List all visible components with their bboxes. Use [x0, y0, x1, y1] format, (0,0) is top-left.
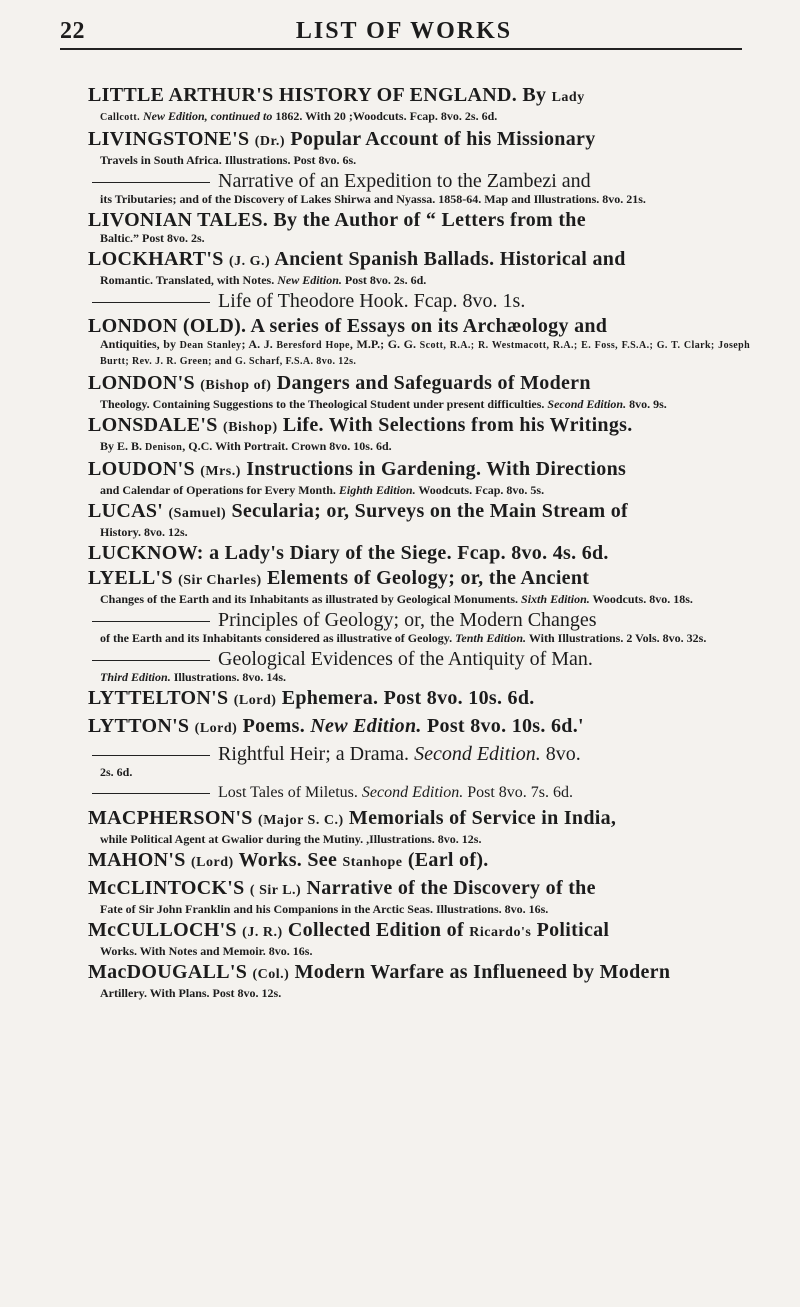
entry-description: Callcott. New Edition, continued to 1862. With 20 ;Woodcuts. Fcap. 8vo. 2s. 6d.	[100, 109, 498, 123]
entry-heading: LIVONIAN TALES.	[88, 209, 269, 231]
entry-description: 2s. 6d.	[100, 765, 133, 779]
entry-description: Travels in South Africa. Illustrations. Post 8vo. 6s.	[100, 153, 357, 167]
entry-description: Romantic. Translated, with Notes. New Edition. Post 8vo. 2s. 6d.	[100, 273, 427, 287]
entry-london-bishop: LONDON'S (Bishop of) Dangers and Safeguards of Modern Theology. Containing Suggestions to the Theological Student under present difficulties. Second Edition. 8vo. 9s.	[88, 372, 750, 411]
entry-lytton: LYTTON'S (Lord) Poems. New Edition. Post 8vo. 10s. 6d.'	[88, 715, 584, 737]
entry-heading: MAHON'S	[88, 849, 186, 871]
entry-heading: LONDON'S	[88, 372, 195, 394]
entry-description: Changes of the Earth and its Inhabitants as illustrated by Geological Monuments. Sixth Edition. Woodcuts. 8vo. 18s.	[100, 592, 693, 606]
entry-heading: LYTTON'S	[88, 715, 190, 737]
page-number: 22	[60, 18, 85, 44]
entry-heading: McCULLOCH'S	[88, 919, 237, 941]
entry-lonsdale: LONSDALE'S (Bishop) Life. With Selections from his Writings. By E. B. Denison, Q.C. With Portrait. Crown 8vo. 10s. 6d.	[88, 414, 750, 455]
ditto-dash	[92, 621, 210, 622]
entry-heading: LIVINGSTONE'S	[88, 128, 250, 150]
entry-description: Baltic.” Post 8vo. 2s.	[100, 231, 205, 245]
entry-loudon: LOUDON'S (Mrs.) Instructions in Gardening. With Directions and Calendar of Operations for Every Month. Eighth Edition. Woodcuts. Fcap. 8vo. 5s.	[88, 458, 750, 497]
ditto-dash	[92, 182, 210, 183]
entry-mcclintock: McCLINTOCK'S ( Sir L.) Narrative of the Discovery of the Fate of Sir John Franklin and his Companions in the Arctic Seas. Illustrations. 8vo. 16s.	[88, 877, 750, 916]
ditto-dash	[92, 302, 210, 303]
works-list	[88, 84, 750, 1003]
entry-macdougall: MacDOUGALL'S (Col.) Modern Warfare as Influeneed by Modern Artillery. With Plans. Post 8vo. 12s.	[88, 961, 750, 1000]
entry-lytton-heir: Rightful Heir; a Drama. Second Edition. 8vo. 2s. 6d.	[88, 743, 750, 779]
entry-lockhart-hook: Life of Theodore Hook. Fcap. 8vo. 1s.	[88, 290, 750, 312]
entry-lyell-antiquity: Geological Evidences of the Antiquity of Man. Third Edition. Illustrations. 8vo. 14s.	[88, 648, 750, 684]
running-title: LIST OF WORKS	[295, 18, 513, 44]
entry-lockhart: LOCKHART'S (J. G.) Ancient Spanish Ballads. Historical and Romantic. Translated, with Notes. New Edition. Post 8vo. 2s. 6d.	[88, 248, 750, 287]
entry-livingstone: LIVINGSTONE'S (Dr.) Popular Account of his Missionary Travels in South Africa. Illustrations. Post 8vo. 6s.	[88, 128, 750, 167]
entry-description: Theology. Containing Suggestions to the Theological Student under present difficulties. Second Edition. 8vo. 9s.	[100, 397, 667, 411]
page-header	[60, 18, 748, 58]
entry-mahon: MAHON'S (Lord) Works. See Stanhope (Earl of).	[88, 849, 489, 871]
entry-macpherson: MACPHERSON'S (Major S. C.) Memorials of Service in India, while Political Agent at Gwalior during the Mutiny. ,Illustrations. 8vo. 12s.	[88, 807, 750, 846]
entry-description: while Political Agent at Gwalior during the Mutiny. ,Illustrations. 8vo. 12s.	[100, 832, 482, 846]
entry-heading: MACPHERSON'S	[88, 807, 253, 829]
entry-description: History. 8vo. 12s.	[100, 525, 188, 539]
entry-livonian-tales: LIVONIAN TALES. By the Author of “ Letters from the Baltic.” Post 8vo. 2s.	[88, 209, 750, 245]
entry-lyell-principles: Principles of Geology; or, the Modern Changes of the Earth and its Inhabitants considered as illustrative of Geology. Tenth Edition. With Illustrations. 2 Vols. 8vo. 32s.	[88, 609, 750, 645]
entry-heading: LOUDON'S	[88, 458, 195, 480]
ditto-dash	[92, 793, 210, 794]
entry-heading: LUCAS'	[88, 500, 164, 522]
entry-description: of the Earth and its Inhabitants considered as illustrative of Geology. Tenth Edition. With Illustrations. 2 Vols. 8vo. 32s.	[100, 631, 707, 645]
entry-heading: LOCKHART'S	[88, 248, 224, 270]
entry-heading: McCLINTOCK'S	[88, 877, 245, 899]
entry-lytton-miletus: Lost Tales of Miletus. Second Edition. Post 8vo. 7s. 6d.	[88, 782, 750, 804]
entry-little-arthur: LITTLE ARTHUR'S HISTORY OF ENGLAND. By Lady Callcott. New Edition, continued to 1862. With 20 ;Woodcuts. Fcap. 8vo. 2s. 6d.	[88, 84, 750, 125]
entry-description: Third Edition. Illustrations. 8vo. 14s.	[100, 670, 287, 684]
entry-description: Works. With Notes and Memoir. 8vo. 16s.	[100, 944, 313, 958]
entry-description: By E. B. Denison, Q.C. With Portrait. Crown 8vo. 10s. 6d.	[100, 439, 392, 453]
entry-heading: LUCKNOW:	[88, 542, 204, 564]
entry-london-old: LONDON (OLD). A series of Essays on its Archæology and Antiquities, by Dean Stanley; A. J. Beresford Hope, M.P.; G. G. Scott, R.A.; R. Westmacott, R.A.; E. Foss, F.S.A.; G. T. Clark; Joseph Burtt; Rev. J. R. Green; and G. Scharf, F.S.A. 8vo. 12s.	[88, 315, 751, 367]
entry-heading: LONSDALE'S	[88, 414, 218, 436]
entry-heading: MacDOUGALL'S	[88, 961, 248, 983]
entry-heading: LITTLE ARTHUR'S HISTORY OF ENGLAND.	[88, 84, 518, 106]
entry-livingstone-zambezi: Narrative of an Expedition to the Zambezi and its Tributaries; and of the Discovery of Lakes Shirwa and Nyassa. 1858-64. Map and Illustrations. 8vo. 21s.	[88, 170, 750, 206]
entry-lyttelton: LYTTELTON'S (Lord) Ephemera. Post 8vo. 10s. 6d.	[88, 687, 535, 709]
entry-description: Artillery. With Plans. Post 8vo. 12s.	[100, 986, 282, 1000]
header-rule	[60, 48, 742, 50]
entry-lyell: LYELL'S (Sir Charles) Elements of Geology; or, the Ancient Changes of the Earth and its Inhabitants as illustrated by Geological Monuments. Sixth Edition. Woodcuts. 8vo. 18s.	[88, 567, 750, 606]
ditto-dash	[92, 660, 210, 661]
ditto-dash	[92, 755, 210, 756]
entry-description: Antiquities, by Dean Stanley; A. J. Beresford Hope, M.P.; G. G. Scott, R.A.; R. Westmacott, R.A.; E. Foss, F.S.A.; G. T. Clark; Joseph Burtt; Rev. J. R. Green; and G. Scharf, F.S.A. 8vo. 12s.	[100, 337, 751, 367]
entry-description: and Calendar of Operations for Every Month. Eighth Edition. Woodcuts. Fcap. 8vo. 5s.	[100, 483, 545, 497]
entry-mcculloch: McCULLOCH'S (J. R.) Collected Edition of Ricardo's Political Works. With Notes and Memoir. 8vo. 16s.	[88, 919, 750, 958]
entry-lucknow: LUCKNOW: a Lady's Diary of the Siege. Fcap. 8vo. 4s. 6d.	[88, 542, 609, 564]
entry-lucas: LUCAS' (Samuel) Secularia; or, Surveys on the Main Stream of History. 8vo. 12s.	[88, 500, 750, 539]
entry-description: Fate of Sir John Franklin and his Companions in the Arctic Seas. Illustrations. 8vo. 16s.	[100, 902, 549, 916]
entry-description: its Tributaries; and of the Discovery of Lakes Shirwa and Nyassa. 1858-64. Map and Illustrations. 8vo. 21s.	[100, 192, 646, 206]
entry-heading: LONDON (OLD).	[88, 315, 247, 337]
entry-heading: LYTTELTON'S	[88, 687, 229, 709]
entry-heading: LYELL'S	[88, 567, 173, 589]
